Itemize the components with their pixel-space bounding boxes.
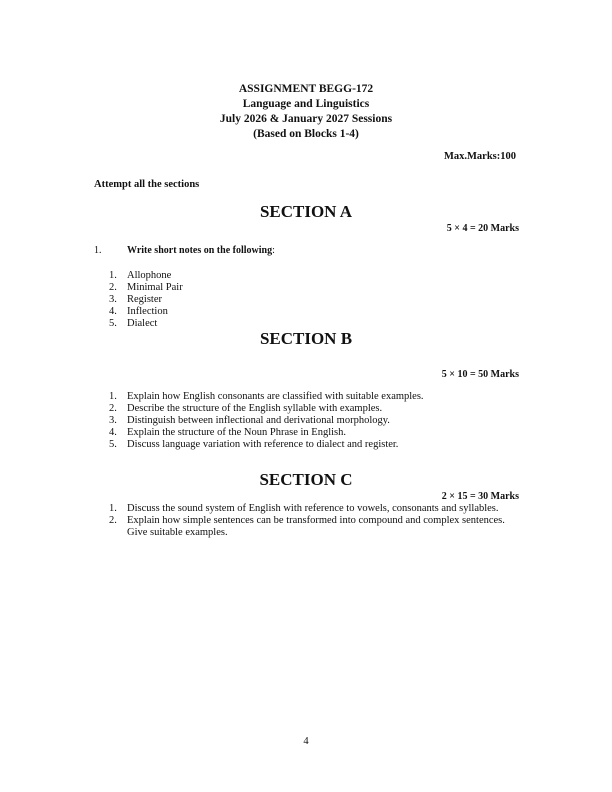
assignment-header bbox=[0, 82, 612, 142]
session-info: July 2026 & January 2027 Sessions bbox=[219, 113, 393, 125]
section-a-marks: 5 × 4 = 20 Marks bbox=[446, 223, 519, 234]
item-number: 5. bbox=[109, 439, 117, 450]
blocks-info: (Based on Blocks 1-4) bbox=[253, 128, 359, 140]
section-b-marks: 5 × 10 = 50 Marks bbox=[441, 369, 519, 380]
item-text: Explain how simple sentences can be transformed into compound and complex sentences. bbox=[127, 515, 505, 526]
list-item bbox=[109, 391, 424, 403]
assignment-code: ASSIGNMENT BEGG-172 bbox=[238, 83, 374, 95]
item-text-continued: Give suitable examples. bbox=[127, 527, 228, 538]
section-a-list bbox=[109, 270, 183, 330]
item-text: Minimal Pair bbox=[127, 282, 183, 293]
item-number: 3. bbox=[109, 294, 117, 305]
list-item bbox=[109, 515, 505, 539]
list-item bbox=[109, 270, 183, 282]
item-text: Register bbox=[127, 294, 162, 305]
item-text: Allophone bbox=[127, 270, 172, 281]
section-a-question-number: 1. bbox=[94, 245, 102, 256]
item-text: Describe the structure of the English syllable with examples. bbox=[127, 403, 383, 414]
item-number: 1. bbox=[109, 391, 117, 402]
item-number: 2. bbox=[109, 403, 117, 414]
section-c-title: SECTION C bbox=[259, 470, 353, 489]
list-item bbox=[109, 415, 424, 427]
question-text: Write short notes on the following bbox=[127, 245, 273, 256]
section-a-question-text bbox=[127, 245, 275, 256]
list-item bbox=[109, 439, 424, 451]
item-text: Inflection bbox=[127, 306, 168, 317]
item-text: Discuss language variation with reference to dialect and register. bbox=[127, 439, 399, 450]
section-a-title: SECTION A bbox=[259, 202, 353, 221]
item-number: 2. bbox=[109, 282, 117, 293]
item-text: Dialect bbox=[127, 318, 158, 329]
item-number: 3. bbox=[109, 415, 117, 426]
page-number: 4 bbox=[303, 736, 309, 747]
list-item bbox=[109, 294, 183, 306]
section-c-marks: 2 × 15 = 30 Marks bbox=[441, 491, 519, 502]
section-c-list bbox=[109, 503, 505, 539]
item-number: 1. bbox=[109, 270, 117, 281]
item-number: 2. bbox=[109, 515, 117, 526]
item-text: Explain the structure of the Noun Phrase in English. bbox=[127, 427, 346, 438]
list-item bbox=[109, 282, 183, 294]
list-item bbox=[109, 503, 505, 515]
instruction-text: Attempt all the sections bbox=[94, 179, 200, 190]
list-item bbox=[109, 306, 183, 318]
item-text: Discuss the sound system of English with reference to vowels, consonants and syllables. bbox=[127, 503, 499, 514]
item-text: Distinguish between inflectional and derivational morphology. bbox=[127, 415, 390, 426]
item-number: 1. bbox=[109, 503, 117, 514]
item-number: 4. bbox=[109, 427, 117, 438]
list-item bbox=[109, 403, 424, 415]
section-b-title: SECTION B bbox=[259, 329, 353, 348]
max-marks: Max.Marks:100 bbox=[443, 151, 516, 162]
item-number: 4. bbox=[109, 306, 117, 317]
list-item bbox=[109, 427, 424, 439]
item-text: Explain how English consonants are classified with suitable examples. bbox=[127, 391, 424, 402]
item-number: 5. bbox=[109, 318, 117, 329]
section-b-list bbox=[109, 391, 424, 451]
question-colon: : bbox=[272, 245, 275, 256]
course-title: Language and Linguistics bbox=[242, 98, 370, 110]
